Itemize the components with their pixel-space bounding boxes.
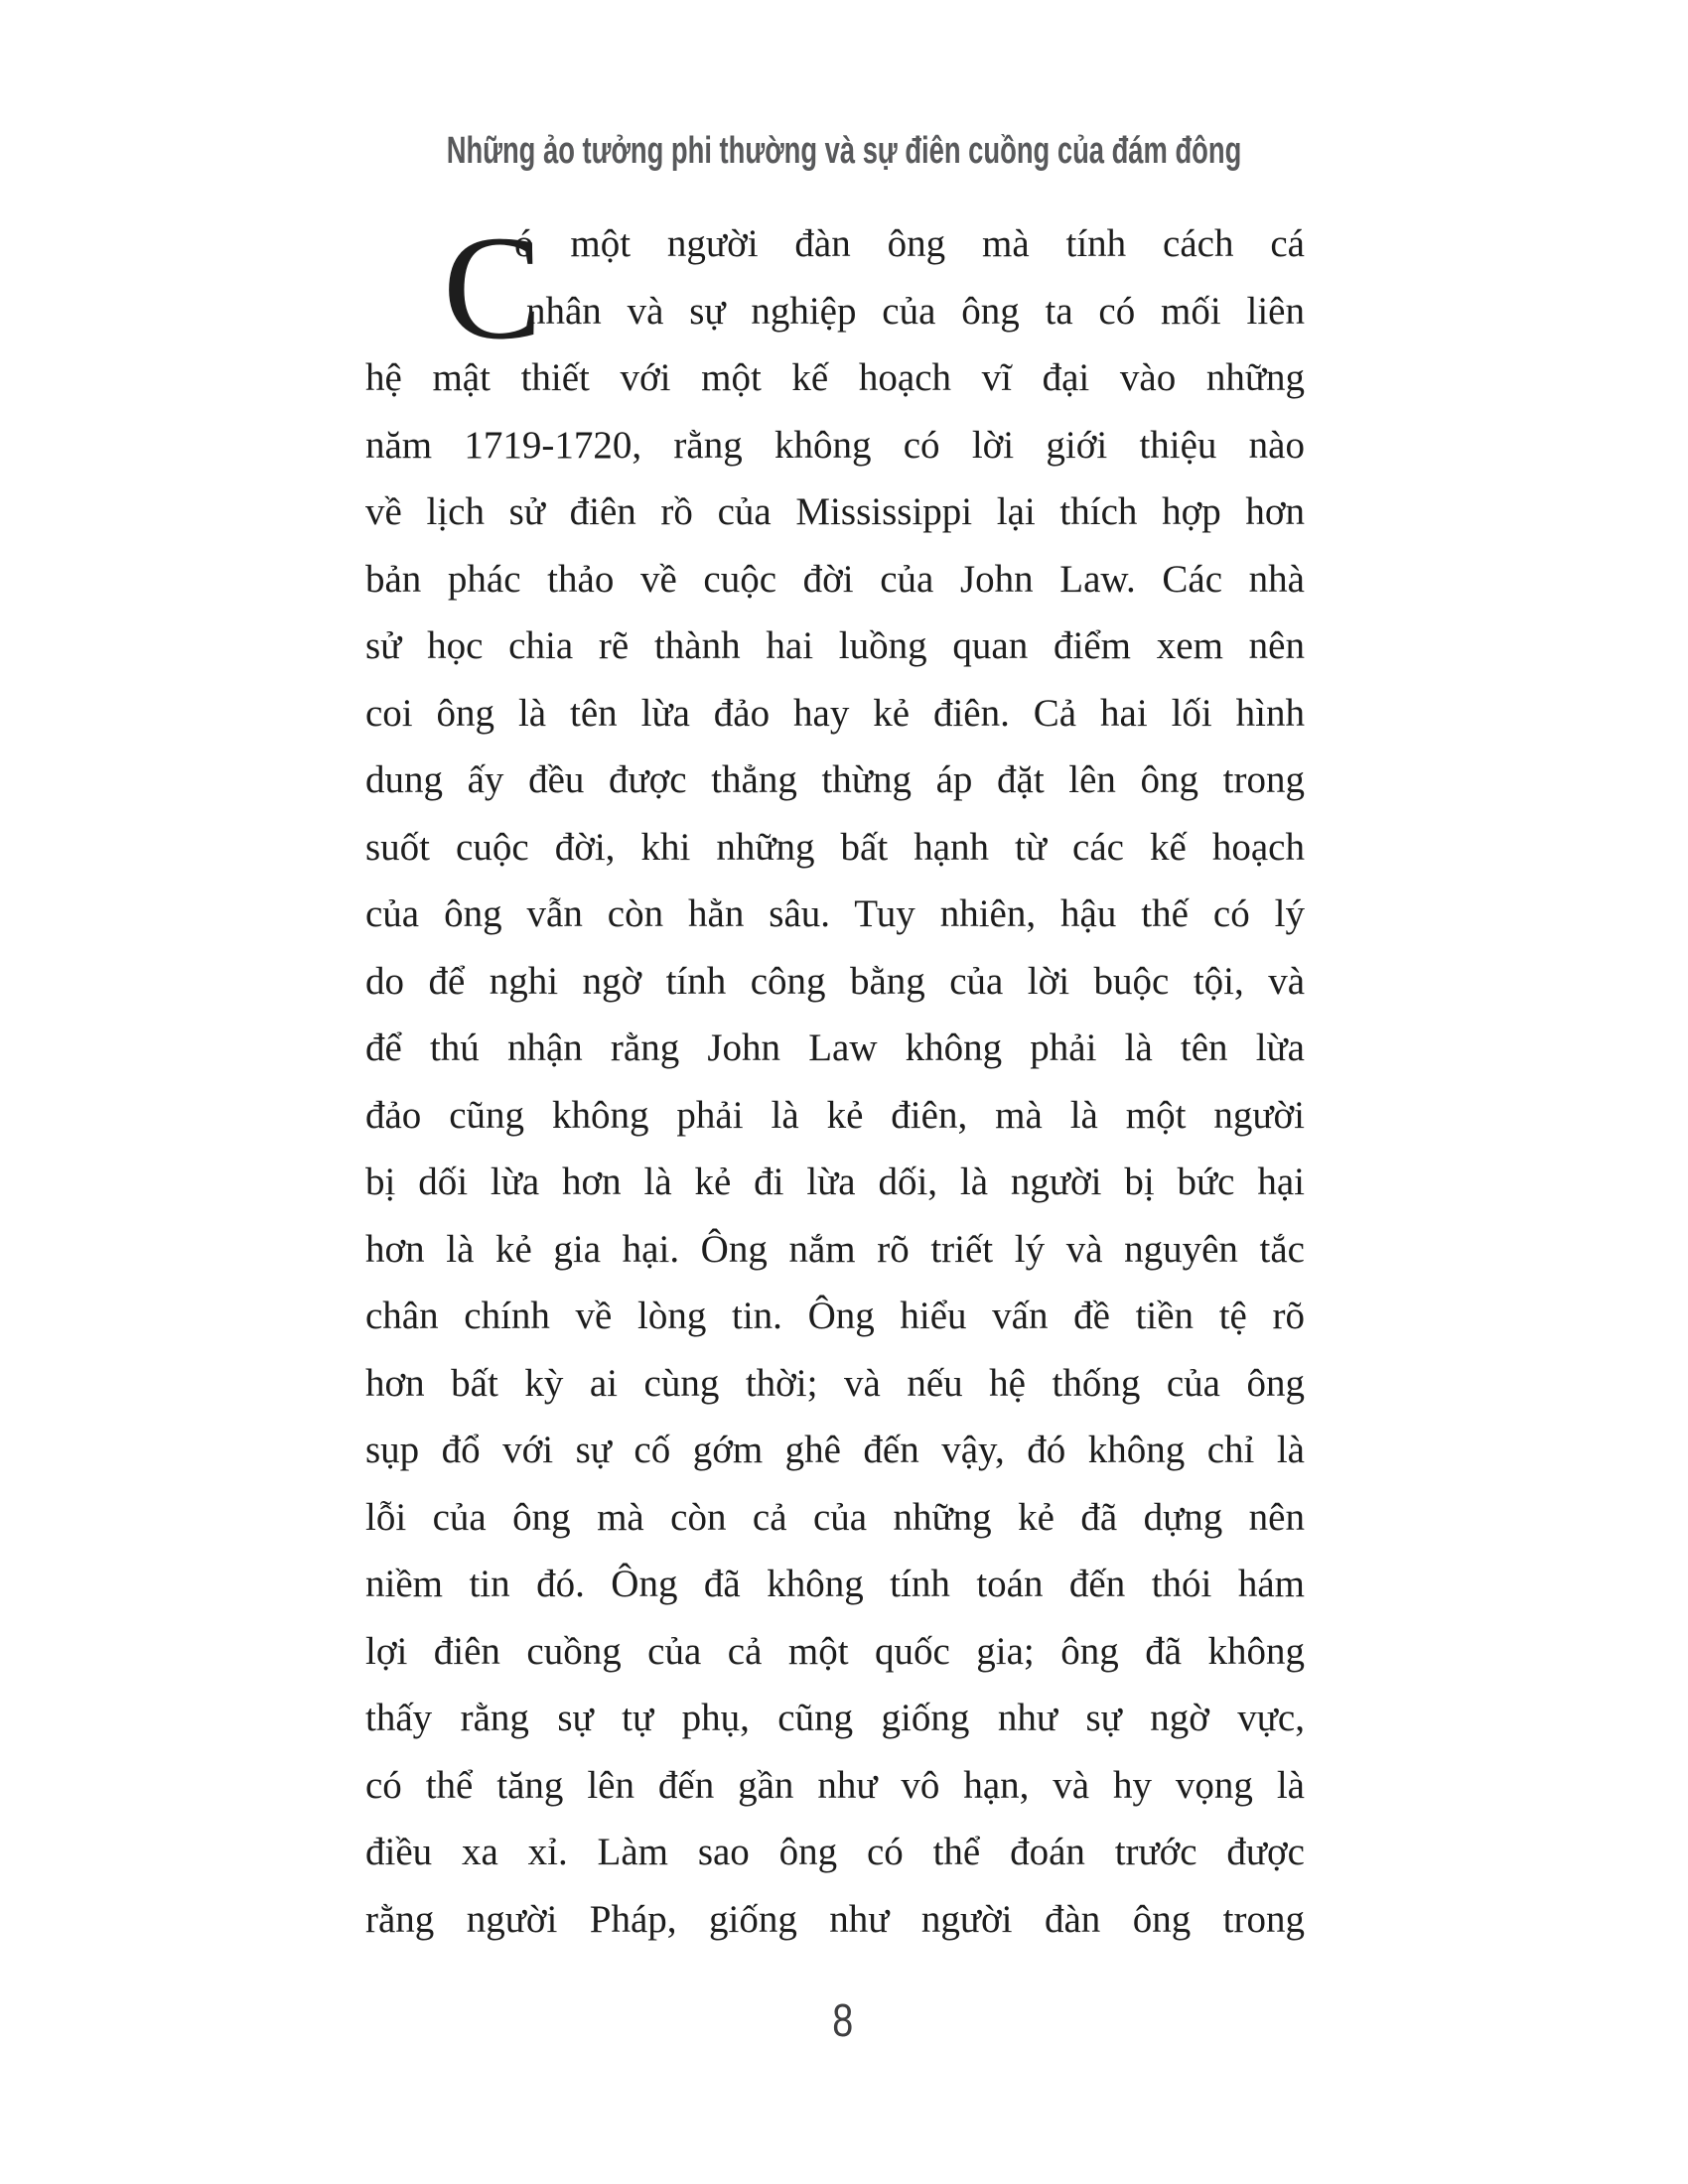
text-line: lỗi của ông mà còn cả của những kẻ đã dựng nên: [365, 1495, 1305, 1539]
text-line: của ông vẫn còn hằn sâu. Tuy nhiên, hậu thế có lý: [365, 892, 1305, 935]
text-line: thấy rằng sự tự phụ, cũng giống như sự ngờ vực,: [365, 1697, 1305, 1739]
text-line: năm 1719-1720, rằng không có lời giới thiệu nào: [365, 423, 1305, 467]
text-line: bị dối lừa hơn là kẻ đi lừa dối, là người bị bức hại: [365, 1160, 1305, 1203]
text-line: sử học chia rẽ thành hai luồng quan điểm xem nên: [365, 624, 1305, 667]
text-line: hệ mật thiết với một kế hoạch vĩ đại vào những: [365, 356, 1305, 399]
text-line: sụp đổ với sự cố gớm ghê đến vậy, đó không chỉ là: [365, 1429, 1305, 1471]
text-line: niềm tin đó. Ông đã không tính toán đến thói hám: [365, 1563, 1305, 1605]
page-number: 8: [832, 1994, 854, 2046]
text-line: coi ông là tên lừa đảo hay kẻ điên. Cả hai lối hình: [365, 691, 1305, 735]
body-text-block: [365, 205, 1305, 1953]
text-line: về lịch sử điên rồ của Mississippi lại thích hợp hơn: [365, 490, 1305, 533]
running-header: Những ảo tưởng phi thường và sự điên cuồng của đám đông: [446, 130, 1242, 172]
text-line: ó một người đàn ông mà tính cách cá: [514, 222, 1305, 265]
text-line: do để nghi ngờ tính công bằng của lời buộc tội, và: [365, 959, 1305, 1003]
text-line: suốt cuộc đời, khi những bất hạnh từ các kế hoạch: [365, 825, 1305, 869]
text-line: chân chính về lòng tin. Ông hiểu vấn đề tiền tệ rõ: [365, 1295, 1305, 1337]
text-line: điều xa xỉ. Làm sao ông có thể đoán trước được: [365, 1831, 1305, 1873]
text-line: nhân và sự nghiệp của ông ta có mối liên: [526, 289, 1305, 333]
drop-cap: C: [443, 205, 543, 370]
text-line: dung ấy đều được thẳng thừng áp đặt lên ông trong: [365, 758, 1305, 801]
text-line: bản phác thảo về cuộc đời của John Law. Các nhà: [365, 557, 1305, 601]
text-line: để thú nhận rằng John Law không phải là tên lừa: [365, 1026, 1305, 1069]
text-line: có thể tăng lên đến gần như vô hạn, và hy vọng là: [365, 1763, 1305, 1807]
text-line: hơn là kẻ gia hại. Ông nắm rõ triết lý và nguyên tắc: [365, 1227, 1305, 1271]
text-line: hơn bất kỳ ai cùng thời; và nếu hệ thống của ông: [365, 1361, 1305, 1405]
text-line: đảo cũng không phải là kẻ điên, mà là một người: [365, 1093, 1305, 1137]
text-line: lợi điên cuồng của cả một quốc gia; ông đã không: [365, 1629, 1305, 1673]
paragraph-lines: [365, 205, 1305, 1953]
text-line: rằng người Pháp, giống như người đàn ông trong: [365, 1897, 1305, 1941]
